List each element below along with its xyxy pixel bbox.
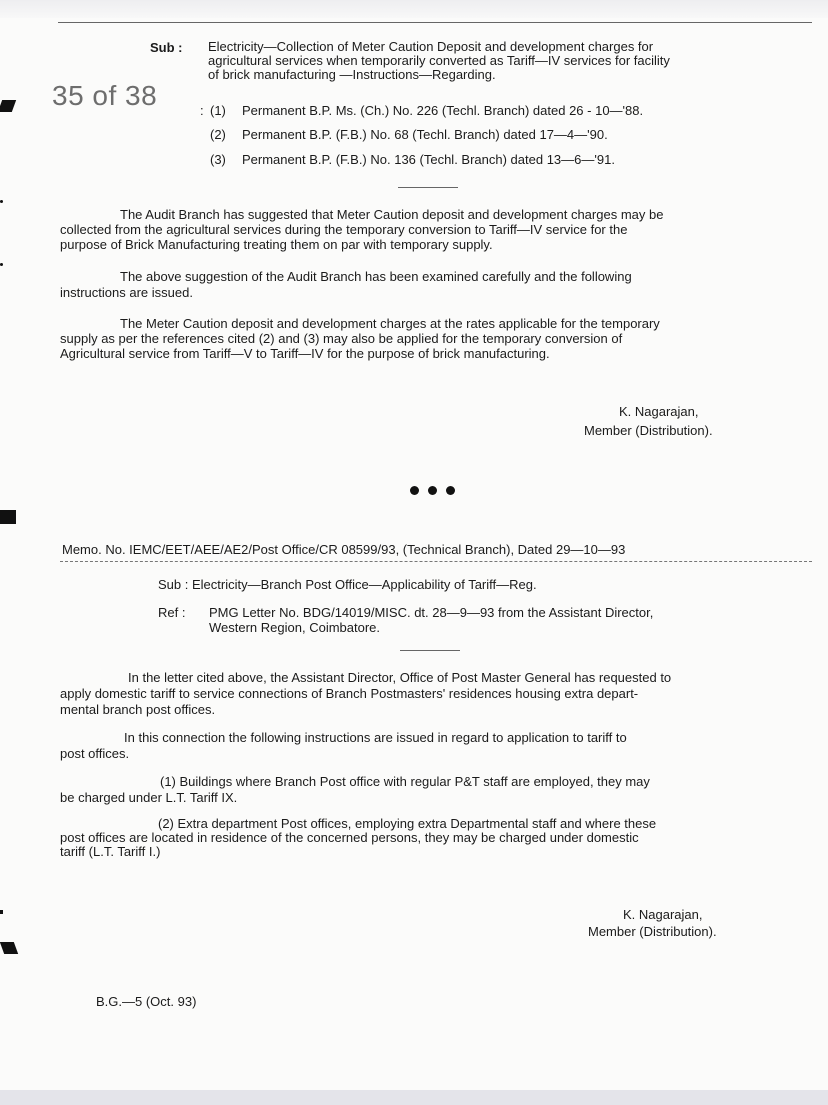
top-rule <box>58 22 812 23</box>
memo1-subject-label: Sub : <box>150 40 183 55</box>
memo2-paragraph: In this connection the following instructions are issued in regard to application to tariff to post offices. <box>60 730 627 761</box>
memo2-paragraph: (1) Buildings where Branch Post office with regular P&T staff are employed, they may be charged under L.T. Tariff IX. <box>60 774 650 805</box>
header-rule <box>60 561 812 562</box>
signatory-name: K. Nagarajan, <box>623 907 703 922</box>
memo2-signature <box>588 907 818 940</box>
memo2-paragraph: (2) Extra department Post offices, employing extra Departmental staff and where these post offices are located in residence of the concerned persons, they may be charged under domestic tariff (L.T. Tariff I.) <box>60 816 657 859</box>
memo1-signature <box>584 404 814 439</box>
scanned-document-page: 35 of 38 Sub : Electricity—Collection of Meter Caution Deposit and development charges for agricultural services when temporarily converted as Tariff—IV services for facility of brick manufacturing —Instructions—Regarding. : (1) Permanent B.P. Ms. (Ch.) No. 226 (Techl. Branch) dated 26 - 10—'88. (2) Permanent B.P. (F.B.) No. 68 (Techl. Branch) dated 17—4—'90. (3) Permanent B.P. (F.B.) No. 136 (Techl. Branch) dated 13—6—'91. The Audit Branch has suggested that Meter Caution deposit and development charges may be collected from the agricultural services during the temporary conversion to Tariff—IV service for the purpose of Brick Manufacturing treating them on par with temporary supply. The above suggestion of the Audit Branch has been examined carefully and the following instructions are issued. The Meter Caution deposit and development charges at the rates applicable for the temporary supply as per the references cited (2) and (3) may also be applied for the temporary conversion of Agricultural service from Tariff—V to Tariff—IV for the purpose of brick manufacturing. K. Nagarajan, Member (Distribution). Memo. No. IEMC/EET/AEE/AE2/Post Office/CR 08599/93, (Technical Branch), Dated 29—10—93 Sub : Electricity—Branch Post Office—Applicability of Tariff—Reg. Ref : PMG Letter No. BDG/14019/MISC. dt. 28—9—93 from the Assistant Director, Western Region, Coimbatore. In the letter cited above, the Assistant Director, Office of Post Master General has requested to apply domestic tariff to service connections of Branch Postmasters' residences housing extra depart- mental branch post offices. In this connection the following instructions are issued in regard to application to tariff to post offices. (1) Buildings where Branch Post office with regular P&T staff are employed, they may be charged under L.T. Tariff IX. (2) Extra department Post offices, employing extra Departmental staff and where these post offices are located in residence of the concerned persons, they may be charged under domestic tariff (L.T. Tariff I.) K. Nagarajan, Member (Distribution). B.G.—5 (Oct. 93) <box>0 0 828 1090</box>
memo1-reference: (1) Permanent B.P. Ms. (Ch.) No. 226 (Techl. Branch) dated 26 - 10—'88. <box>210 103 644 118</box>
page-counter: 35 of 38 <box>52 80 158 111</box>
separator-rule <box>398 187 458 188</box>
scan-mark <box>0 910 3 914</box>
viewer-top-edge <box>0 0 828 18</box>
viewer-bottom-edge <box>0 1090 828 1105</box>
separator-rule <box>400 650 460 651</box>
memo2-subject: Sub : Electricity—Branch Post Office—Applicability of Tariff—Reg. <box>158 577 537 592</box>
scan-mark <box>0 200 3 203</box>
memo1-reference: (2) Permanent B.P. (F.B.) No. 68 (Techl. Branch) dated 17—4—'90. <box>210 127 608 142</box>
signatory-title: Member (Distribution). <box>588 924 717 939</box>
section-separator-dots <box>410 486 455 495</box>
memo1-subject <box>208 40 812 82</box>
scan-mark <box>0 942 18 954</box>
memo2-reference: PMG Letter No. BDG/14019/MISC. dt. 28—9—93 from the Assistant Director, Western Region, Coimbatore. <box>209 605 654 635</box>
scan-mark <box>0 510 16 524</box>
signatory-name: K. Nagarajan, <box>619 404 699 419</box>
memo2-ref-label: Ref : <box>158 605 186 620</box>
scan-mark <box>0 263 3 266</box>
memo1-subject-line: agricultural services when temporarily converted as Tariff—IV services for facility <box>208 53 670 68</box>
memo1-paragraph: The Meter Caution deposit and development charges at the rates applicable for the temporary supply as per the references cited (2) and (3) may also be applied for the temporary conversion of Agricultural service from Tariff—V to Tariff—IV for the purpose of brick manufacturing. <box>60 316 660 361</box>
memo2-header: Memo. No. IEMC/EET/AEE/AE2/Post Office/CR 08599/93, (Technical Branch), Dated 29—10—93 <box>62 542 626 557</box>
signatory-title: Member (Distribution). <box>584 423 713 438</box>
memo1-reference: (3) Permanent B.P. (F.B.) No. 136 (Techl. Branch) dated 13—6—'91. <box>210 152 615 167</box>
memo1-subject-line: of brick manufacturing —Instructions—Regarding. <box>208 67 496 82</box>
scan-mark <box>0 100 16 112</box>
memo2-paragraph: In the letter cited above, the Assistant Director, Office of Post Master General has requested to apply domestic tariff to service connections of Branch Postmasters' residences housing extra depart- mental branch post offices. <box>60 670 672 717</box>
memo1-subject-line: Electricity—Collection of Meter Caution Deposit and development charges for <box>208 39 654 54</box>
memo1-paragraph: The Audit Branch has suggested that Meter Caution deposit and development charges may be collected from the agricultural services during the temporary conversion to Tariff—IV service for the purpose of Brick Manufacturing treating them on par with temporary supply. <box>60 207 664 252</box>
form-code: B.G.—5 (Oct. 93) <box>96 994 197 1009</box>
memo1-paragraph: The above suggestion of the Audit Branch has been examined carefully and the following instructions are issued. <box>60 269 632 300</box>
